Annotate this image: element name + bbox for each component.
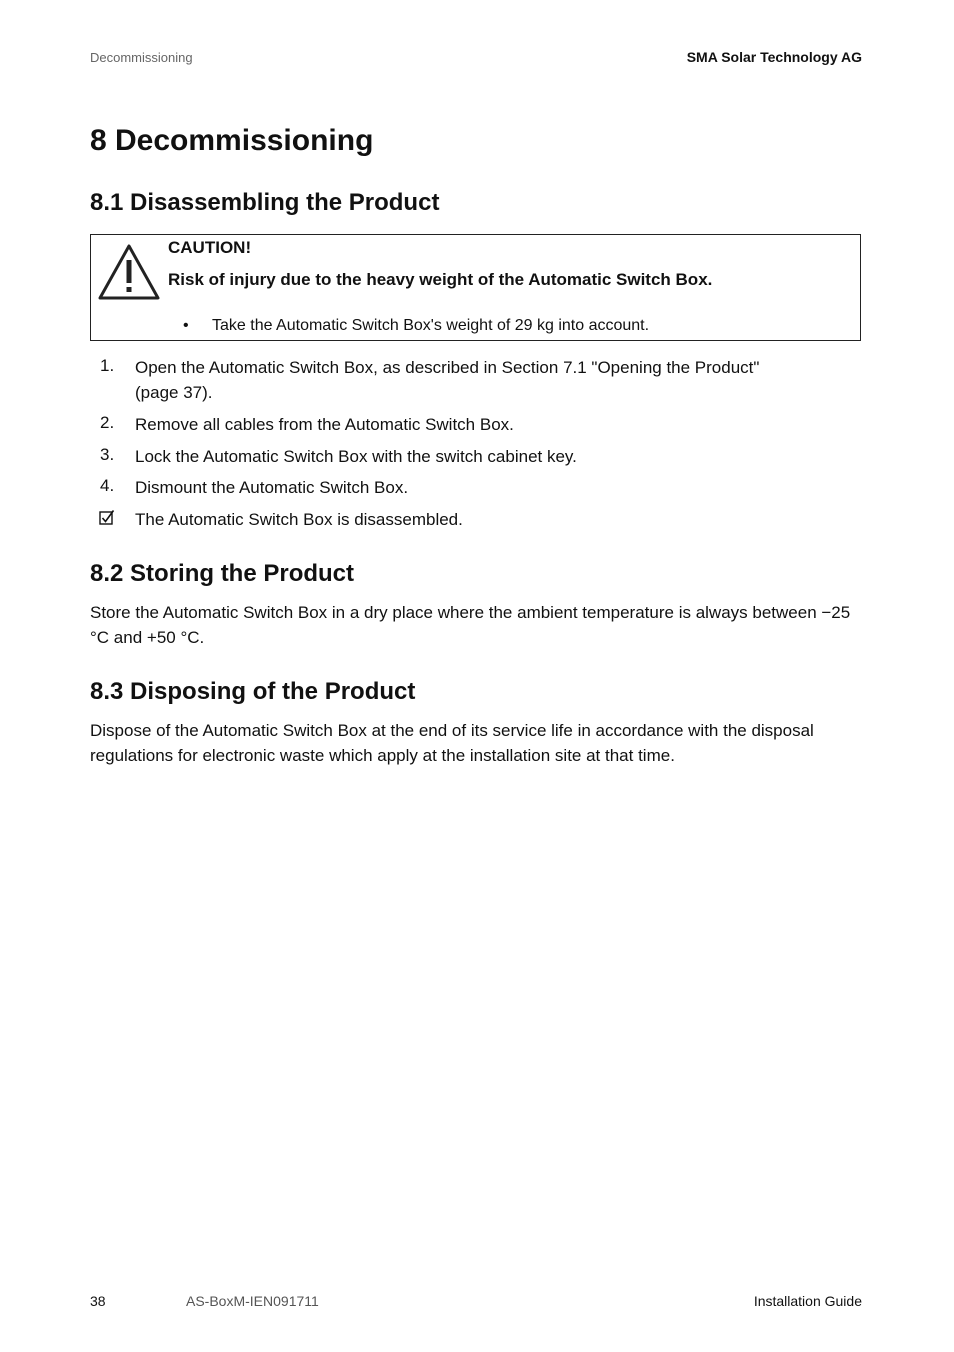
caution-box [90, 234, 861, 341]
disposing-paragraph: Dispose of the Automatic Switch Box at the end of its service life in accordance with the disposal regulations for electronic waste which apply at the installation site at that time. [90, 721, 814, 765]
step-text: Lock the Automatic Switch Box with the switch cabinet key. [135, 447, 577, 466]
step-number: 3. [100, 445, 115, 464]
checkbox-checked-icon [99, 509, 115, 525]
step-text: Dismount the Automatic Switch Box. [135, 478, 409, 497]
step-number: 4. [100, 476, 115, 495]
caution-heading: Risk of injury due to the heavy weight of the Automatic Switch Box. [168, 270, 713, 289]
section-title-disposing: 8.3 Disposing of the Product [90, 678, 416, 705]
header-section-name: Decommissioning [90, 50, 193, 65]
result-text: The Automatic Switch Box is disassembled. [135, 510, 463, 529]
page-number: 38 [90, 1293, 106, 1309]
header-company-name: SMA Solar Technology AG [686, 49, 862, 65]
step-text: Open the Automatic Switch Box, as described in Section 7.1 "Opening the Product" (page 37). [135, 358, 760, 402]
bullet-marker: • [183, 317, 189, 334]
section-title-storing: 8.2 Storing the Product [90, 560, 355, 587]
warning-triangle-icon [97, 242, 161, 302]
document-type: Installation Guide [753, 1293, 862, 1309]
step-text: Remove all cables from the Automatic Switch Box. [135, 415, 514, 434]
section-title-disassembling: 8.1 Disassembling the Product [90, 189, 440, 216]
caution-label: CAUTION! [168, 238, 252, 257]
document-code: AS-BoxM-IEN091711 [186, 1293, 319, 1309]
caution-instruction: Take the Automatic Switch Box's weight of 29 kg into account. [212, 317, 650, 334]
step-number: 1. [100, 356, 115, 375]
storing-paragraph: Store the Automatic Switch Box in a dry place where the ambient temperature is always between −25 °C and +50 °C. [90, 603, 851, 647]
chapter-title: 8 Decommissioning [90, 124, 374, 157]
step-number: 2. [100, 413, 115, 432]
